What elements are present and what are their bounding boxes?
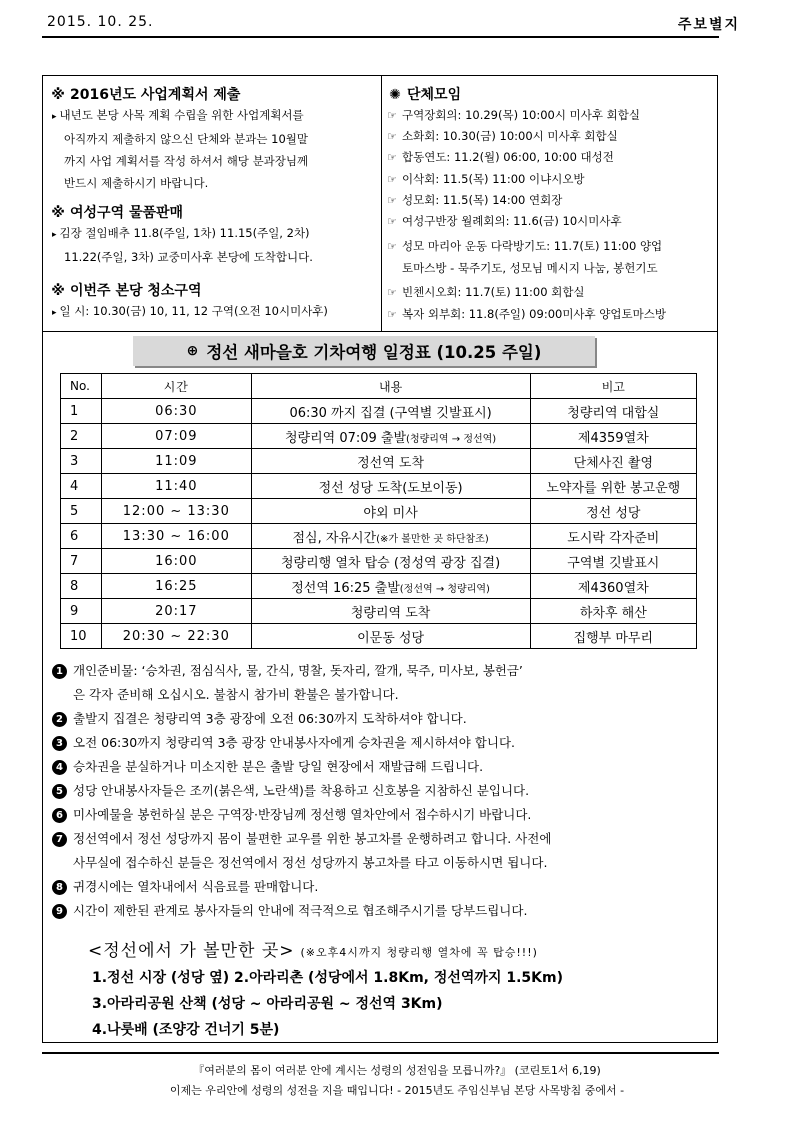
table-cell: 8 bbox=[61, 574, 102, 599]
table-cell: 4 bbox=[61, 474, 102, 499]
pointing-hand-icon: ☞ bbox=[387, 240, 397, 253]
list-item-continued: 토마스방 - 묵주기도, 성모님 메시지 나눔, 봉헌기도 bbox=[402, 261, 658, 275]
sales-text: ▸ 김장 절임배추 11.8(주일, 1차) 11.15(주일, 2차) 11.22(주일, 3차) 교중미사후 본당에 도착합니다. bbox=[52, 226, 313, 264]
table-cell: 06:30 bbox=[102, 399, 252, 424]
table-cell: 1 bbox=[61, 399, 102, 424]
table-row bbox=[61, 399, 697, 424]
list-item: ☞ 여성구반장 월례회의: 11.6(금) 10시미사후 bbox=[387, 214, 622, 228]
table-row bbox=[61, 449, 697, 474]
note-5: 5 성당 안내봉사자들은 조끼(붉은색, 노란색)를 착용하고 신호봉을 지참하신 분입니다. bbox=[52, 781, 529, 799]
pointing-hand-icon: ☞ bbox=[387, 308, 397, 321]
number-badge: 7 bbox=[52, 832, 67, 847]
table-cell: 정선 성당 도착(도보이동) bbox=[251, 474, 530, 499]
table-cell: 06:30 까지 집결 (구역별 깃발표시) bbox=[251, 399, 530, 424]
table-cell: 11:09 bbox=[102, 449, 252, 474]
table-row bbox=[61, 499, 697, 524]
number-badge: 1 bbox=[52, 664, 67, 679]
table-row bbox=[61, 424, 697, 449]
table-cell: 07:09 bbox=[102, 424, 252, 449]
table-cell: 11:40 bbox=[102, 474, 252, 499]
recommend-subtitle: (※오후4시까지 청량리행 열차에 꼭 탑승!!!) bbox=[300, 946, 538, 959]
cleaning-text: ▸ 일 시: 10.30(금) 10, 11, 12 구역(오전 10시미사후) bbox=[52, 304, 328, 318]
table-cell: 청량리역 대합실 bbox=[530, 399, 696, 424]
table-row bbox=[61, 599, 697, 624]
pointing-hand-icon: ☞ bbox=[387, 286, 397, 299]
group-meeting-list bbox=[387, 104, 715, 329]
table-cell: 정선역 도착 bbox=[251, 449, 530, 474]
table-cell: 20:17 bbox=[102, 599, 252, 624]
table-cell: 12:00 ~ 13:30 bbox=[102, 499, 252, 524]
recommend-item: 4.나룻배 (조양강 건너기 5분) bbox=[92, 1022, 280, 1038]
asterisk-icon: ※ bbox=[51, 205, 65, 221]
footer-divider bbox=[42, 1052, 719, 1054]
table-cell: 집행부 마무리 bbox=[530, 624, 696, 649]
table-cell: 청량리역 07:09 출발(청량리역 → 정선역) bbox=[251, 424, 530, 449]
recommend-item: 1.정선 시장 (성당 옆) 2.아라리촌 (성당에서 1.8Km, 정선역까지 1.5Km) bbox=[92, 970, 563, 986]
table-cell: 노약자를 위한 봉고운행 bbox=[530, 474, 696, 499]
table-cell: 20:30 ~ 22:30 bbox=[102, 624, 252, 649]
schedule-table bbox=[60, 373, 697, 649]
table-cell: 청량리행 열차 탑승 (정성역 광장 집결) bbox=[251, 549, 530, 574]
business-plan-text: ▸ 내년도 본당 사목 계획 수립을 위한 사업계획서를 아직까지 제출하지 않으신 단체와 분과는 10월말 까지 사업 계획서를 작성 하셔서 해당 분과장님께 반드시 제출하시기 바랍니다. bbox=[52, 108, 309, 190]
list-item: ☞ 이삭회: 11.5(목) 11:00 이냐시오방 bbox=[387, 172, 585, 186]
table-cell: 제4360열차 bbox=[530, 574, 696, 599]
bulletin-date: 2015. 10. 25. bbox=[47, 14, 154, 30]
note-2: 2 출발지 집결은 청량리역 3층 광장에 오전 06:30까지 도착하셔야 합니다. bbox=[52, 709, 467, 727]
table-cell: 16:00 bbox=[102, 549, 252, 574]
section-title-cleaning: ※ 이번주 본당 청소구역 bbox=[51, 283, 202, 299]
footer-motto: 이제는 우리안에 성령의 성전을 지을 때입니다! - 2015년도 주임신부님 본당 사목방침 중에서 - bbox=[169, 1084, 625, 1097]
list-item: ☞ 성모회: 11.5(목) 14:00 연회장 bbox=[387, 193, 563, 207]
number-badge: 6 bbox=[52, 808, 67, 823]
pointing-hand-icon: ☞ bbox=[387, 151, 397, 164]
note-7: 7 정선역에서 정선 성당까지 몸이 불편한 교우를 위한 봉고차를 운행하려고 합니다. 사전에 bbox=[52, 829, 551, 847]
table-cell: 정선역 16:25 출발(정선역 → 청량리역) bbox=[251, 574, 530, 599]
table-cell: 제4359열차 bbox=[530, 424, 696, 449]
table-row bbox=[61, 524, 697, 549]
list-item: ☞ 합동연도: 11.2(월) 06:00, 10:00 대성전 bbox=[387, 150, 614, 164]
header-divider bbox=[42, 36, 719, 38]
note-6: 6 미사예물을 봉헌하실 분은 구역장·반장님께 정선행 열차안에서 접수하시기 바랍니다. bbox=[52, 805, 531, 823]
section-divider bbox=[42, 331, 718, 332]
asterisk-icon: ※ bbox=[51, 87, 65, 103]
schedule-banner: ⊕ 정선 새마을호 기차여행 일정표 (10.25 주일) bbox=[133, 336, 595, 366]
recommend-title: <정선에서 가 볼만한 곳> (※오후4시까지 청량리행 열차에 꼭 탑승!!!) bbox=[88, 941, 538, 961]
note-1: 1 개인준비물: ‘승차권, 점심식사, 물, 간식, 명찰, 돗자리, 깔개, 묵주, 미사보, 봉헌금’ bbox=[52, 661, 523, 679]
section-title-business-plan: ※ 2016년도 사업계획서 제출 bbox=[51, 87, 241, 103]
column-divider bbox=[381, 75, 382, 331]
note-8: 8 귀경시에는 열차내에서 식음료를 판매합니다. bbox=[52, 877, 318, 895]
table-cell: 점심, 자유시간(※가 볼만한 곳 하단참조) bbox=[251, 524, 530, 549]
table-cell: 13:30 ~ 16:00 bbox=[102, 524, 252, 549]
table-cell: 5 bbox=[61, 499, 102, 524]
list-item: ☞ 빈첸시오회: 11.7(토) 11:00 회합실 bbox=[387, 285, 585, 299]
list-item: ☞ 구역장회의: 10.29(목) 10:00시 미사후 회합실 bbox=[387, 108, 640, 122]
table-cell: 10 bbox=[61, 624, 102, 649]
note-1-continued: 은 각자 준비해 오십시오. 불참시 참가비 환불은 불가합니다. bbox=[73, 687, 399, 702]
pointing-hand-icon: ☞ bbox=[387, 109, 397, 122]
list-item: ☞ 소화회: 10.30(금) 10:00시 미사후 회합실 bbox=[387, 129, 618, 143]
table-cell: 2 bbox=[61, 424, 102, 449]
table-cell: 16:25 bbox=[102, 574, 252, 599]
number-badge: 9 bbox=[52, 904, 67, 919]
table-cell: 3 bbox=[61, 449, 102, 474]
table-cell: 하차후 해산 bbox=[530, 599, 696, 624]
table-cell: 청량리역 도착 bbox=[251, 599, 530, 624]
table-header-row: No. 시간 내용 비고 bbox=[61, 374, 697, 399]
table-cell: 이문동 성당 bbox=[251, 624, 530, 649]
list-item: ☞ 복자 외부회: 11.8(주일) 09:00미사후 양업토마스방 bbox=[387, 307, 666, 321]
table-row bbox=[61, 474, 697, 499]
recommend-item: 3.아라리공원 산책 (성당 ~ 아라리공원 ~ 정선역 3Km) bbox=[92, 996, 443, 1012]
number-badge: 4 bbox=[52, 760, 67, 775]
table-cell: 야외 미사 bbox=[251, 499, 530, 524]
table-row bbox=[61, 574, 697, 599]
footer-quote: 『여러분의 몸이 여러분 안에 계시는 성령의 성전임을 모릅니까?』 (코린토1서 6,19) bbox=[193, 1064, 601, 1077]
number-badge: 5 bbox=[52, 784, 67, 799]
number-badge: 2 bbox=[52, 712, 67, 727]
number-badge: 3 bbox=[52, 736, 67, 751]
table-row bbox=[61, 549, 697, 574]
bulletin-title: 주보별지 bbox=[677, 17, 740, 33]
note-4: 4 승차권을 분실하거나 미소지한 분은 출발 당일 현장에서 재발급해 드립니다. bbox=[52, 757, 483, 775]
list-item: ☞ 성모 마리아 운동 다락방기도: 11.7(토) 11:00 양업 bbox=[387, 239, 663, 253]
pointing-hand-icon: ☞ bbox=[387, 130, 397, 143]
note-7-continued: 사무실에 접수하신 분들은 정선역에서 정선 성당까지 봉고차를 타고 이동하시면 됩니다. bbox=[73, 855, 548, 870]
table-cell: 7 bbox=[61, 549, 102, 574]
cross-circle-icon: ⊕ bbox=[186, 343, 199, 359]
table-cell: 단체사진 촬영 bbox=[530, 449, 696, 474]
table-row bbox=[61, 624, 697, 649]
note-3: 3 오전 06:30까지 청량리역 3층 광장 안내봉사자에게 승차권을 제시하셔야 합니다. bbox=[52, 733, 515, 751]
number-badge: 8 bbox=[52, 880, 67, 895]
section-title-sales: ※ 여성구역 물품판매 bbox=[51, 205, 184, 221]
table-cell: 9 bbox=[61, 599, 102, 624]
pointing-hand-icon: ☞ bbox=[387, 194, 397, 207]
section-title-group-meetings: ✺ 단체모임 bbox=[387, 84, 461, 104]
sun-icon: ✺ bbox=[389, 87, 401, 103]
arrow-icon: ▸ bbox=[52, 230, 57, 240]
note-9: 9 시간이 제한된 관계로 봉사자들의 안내에 적극적으로 협조해주시기를 당부드립니다. bbox=[52, 901, 527, 919]
pointing-hand-icon: ☞ bbox=[387, 173, 397, 186]
pointing-hand-icon: ☞ bbox=[387, 215, 397, 228]
table-cell: 구역별 깃발표시 bbox=[530, 549, 696, 574]
arrow-icon: ▸ bbox=[52, 112, 57, 122]
arrow-icon: ▸ bbox=[52, 308, 57, 318]
table-cell: 정선 성당 bbox=[530, 499, 696, 524]
asterisk-icon: ※ bbox=[51, 283, 65, 299]
table-cell: 6 bbox=[61, 524, 102, 549]
table-cell: 도시락 각자준비 bbox=[530, 524, 696, 549]
